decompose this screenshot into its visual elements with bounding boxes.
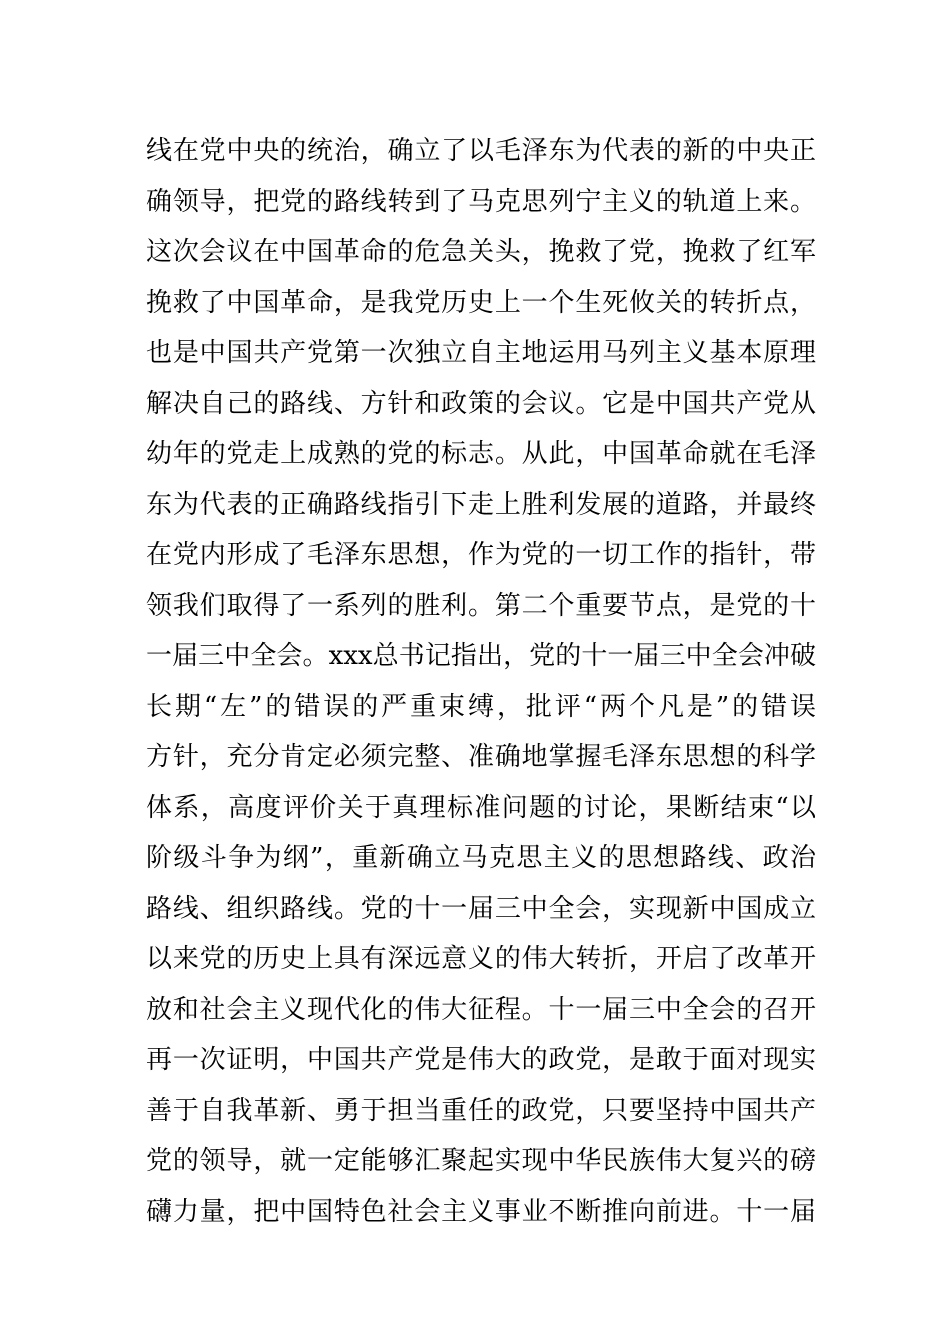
text-line: 确领导，把党的路线转到了马克思列宁主义的轨道上来。 [146,186,816,217]
text-line: 体系，高度评价关于真理标准问题的讨论，果断结束“以 [146,792,816,823]
text-line: 放和社会主义现代化的伟大征程。十一届三中全会的召开 [146,994,816,1025]
body-text [146,126,816,1237]
text-line: 阶级斗争为纲”，重新确立马克思主义的思想路线、政治 [146,843,816,873]
text-line: 善于自我革新、勇于担当重任的政党，只要坚持中国共产 [146,1095,816,1126]
text-line: 东为代表的正确路线指引下走上胜利发展的道路，并最终 [146,489,816,520]
text-line: 党的领导，就一定能够汇聚起实现中华民族伟大复兴的磅 [146,1146,816,1176]
text-line: 一届三中全会。xxx总书记指出，党的十一届三中全会冲破 [146,641,816,671]
text-line: 再一次证明，中国共产党是伟大的政党，是敢于面对现实 [146,1045,816,1075]
text-line: 路线、组织路线。党的十一届三中全会，实现新中国成立 [146,893,816,924]
text-line: 解决自己的路线、方针和政策的会议。它是中国共产党从 [146,388,816,419]
text-line: 这次会议在中国革命的危急关头，挽救了党，挽救了红军 [146,237,816,267]
text-line: 领我们取得了一系列的胜利。第二个重要节点，是党的十 [146,590,816,621]
text-line: 礴力量，把中国特色社会主义事业不断推向前进。十一届 [146,1196,816,1227]
text-line: 以来党的历史上具有深远意义的伟大转折，开启了改革开 [146,944,816,974]
text-line: 线在党中央的统治，确立了以毛泽东为代表的新的中央正 [146,136,816,166]
text-line: 长期“左”的错误的严重束缚，批评“两个凡是”的错误 [146,691,816,722]
text-line: 也是中国共产党第一次独立自主地运用马列主义基本原理 [146,338,816,368]
text-line: 在党内形成了毛泽东思想，作为党的一切工作的指针，带 [146,540,816,570]
text-line: 挽救了中国革命，是我党历史上一个生死攸关的转折点， [146,287,816,318]
text-line: 方针，充分肯定必须完整、准确地掌握毛泽东思想的科学 [146,742,816,772]
text-line: 幼年的党走上成熟的党的标志。从此，中国革命就在毛泽 [146,439,816,469]
